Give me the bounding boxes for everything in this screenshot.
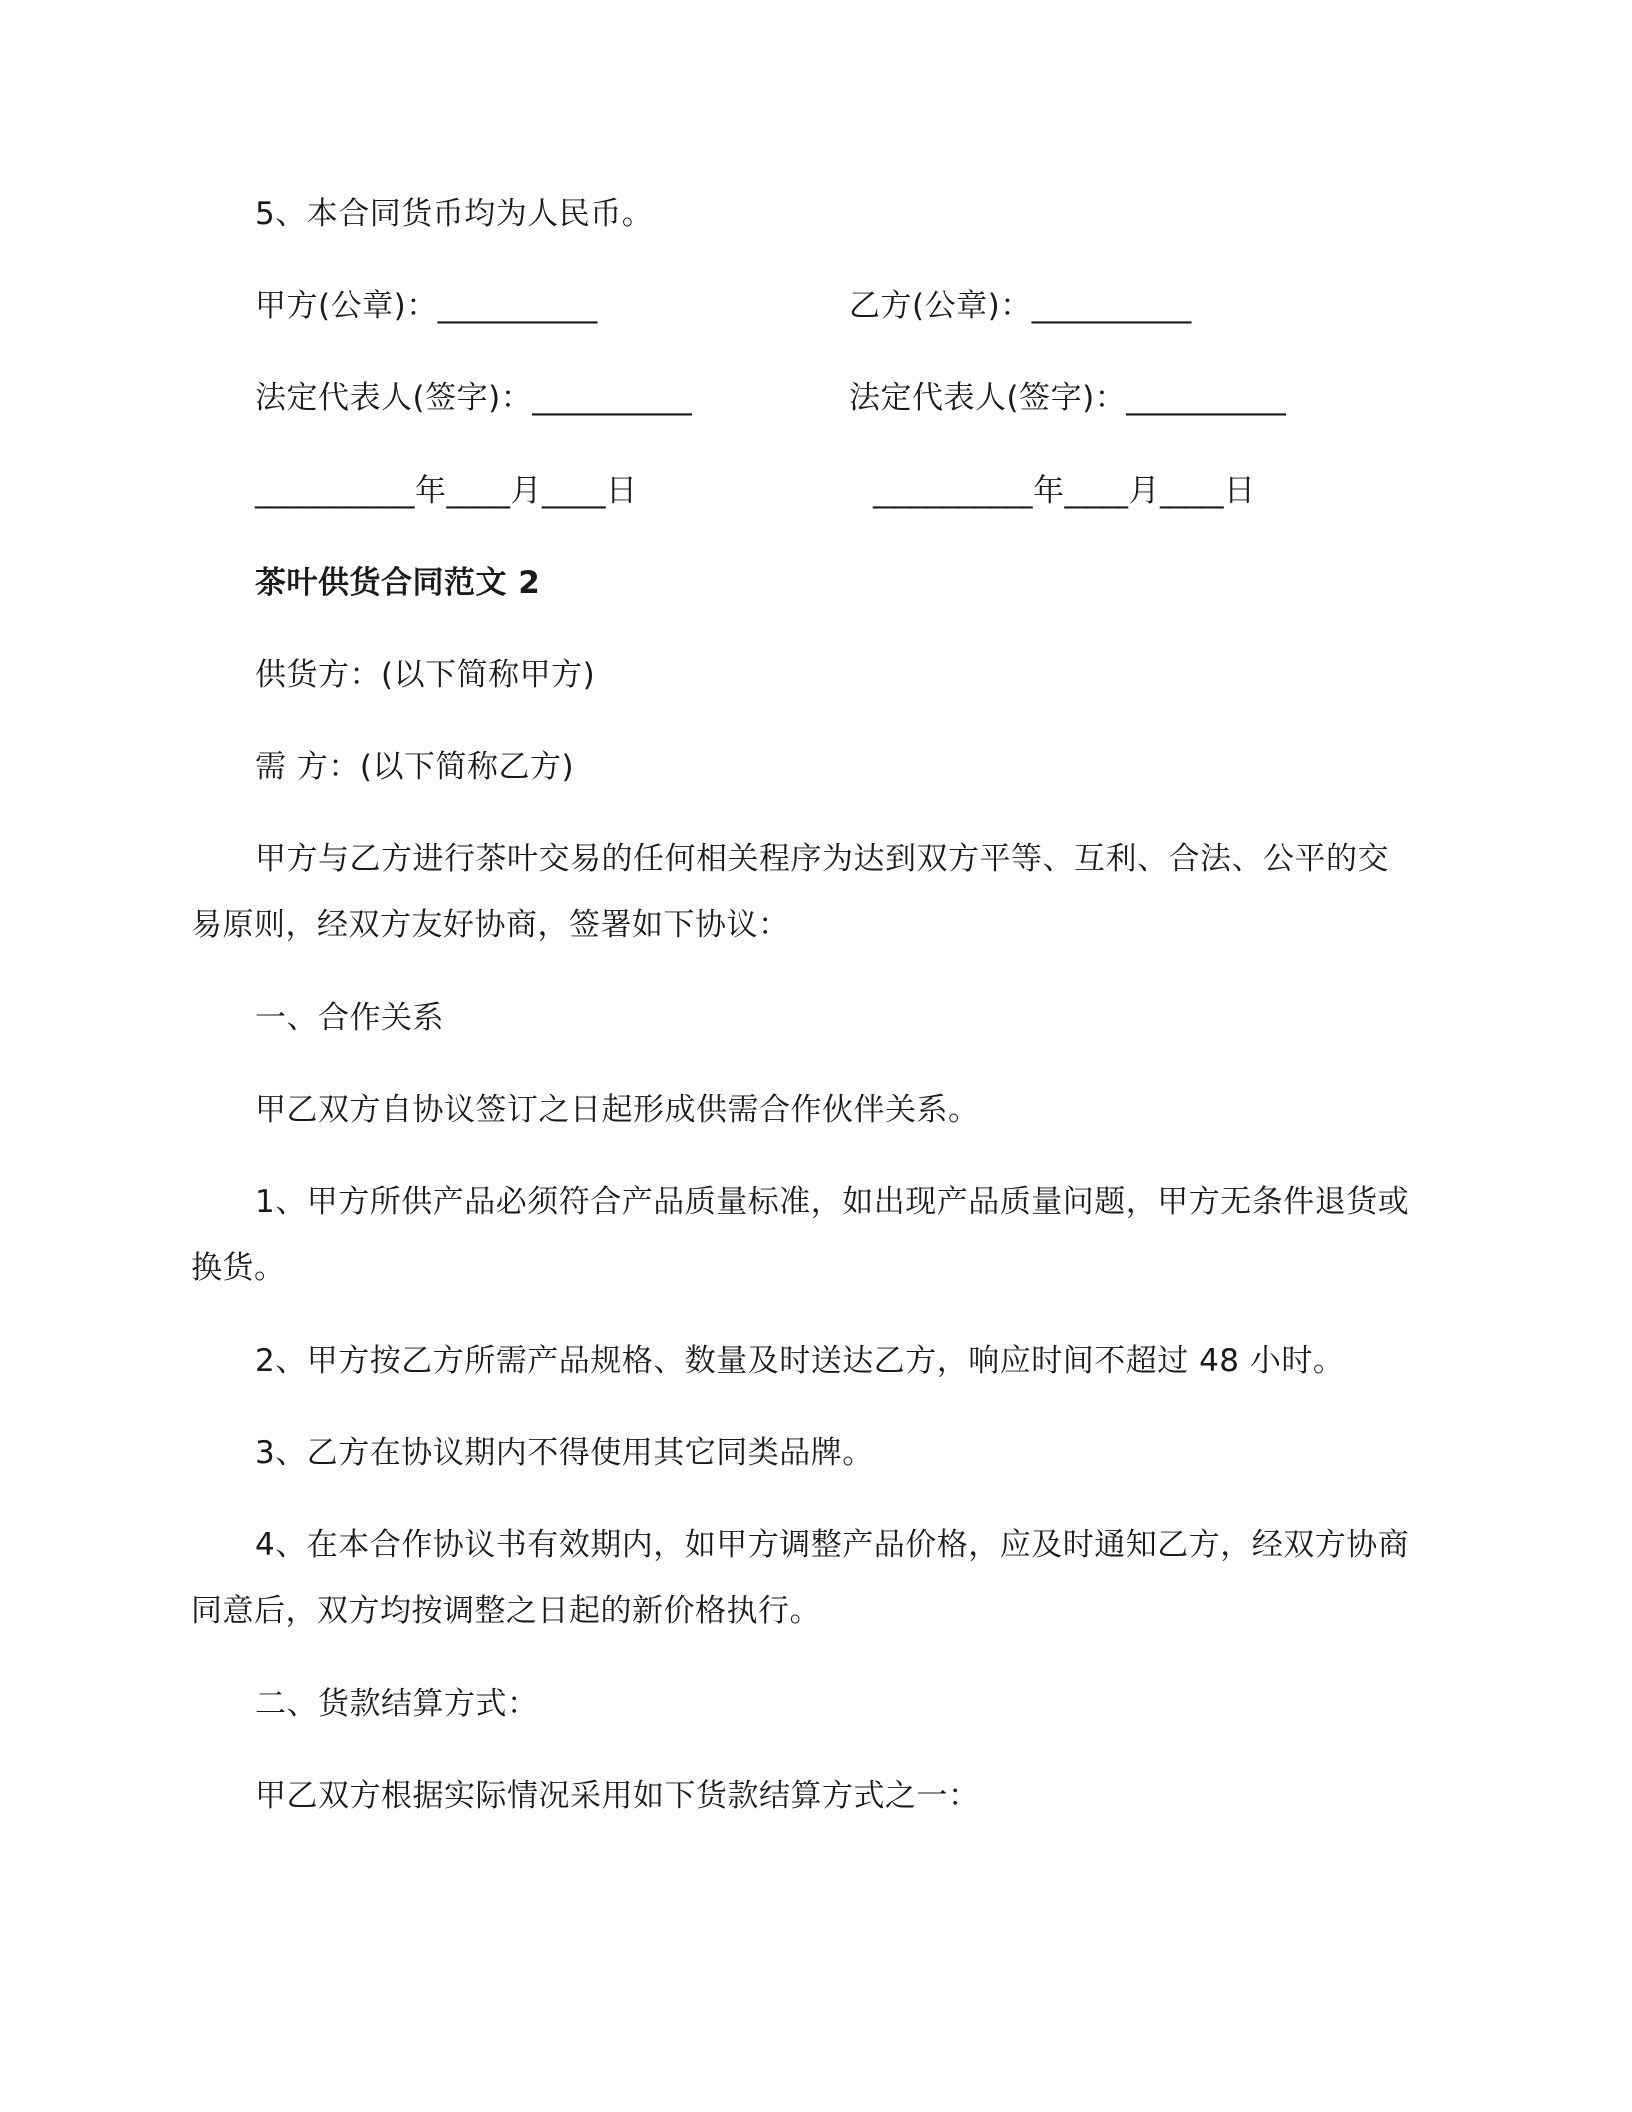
party-a-date: __________年____月____日	[255, 473, 638, 509]
supplier-line: 供货方：(以下简称甲方)	[255, 657, 596, 693]
clause-2: 2、甲方按乙方所需产品规格、数量及时送达乙方，响应时间不超过 48 小时。	[255, 1343, 1345, 1379]
party-b-representative: 法定代表人(签字)：__________	[849, 380, 1287, 416]
heading-settlement: 二、货款结算方式：	[255, 1686, 539, 1722]
intro-line-2: 易原则，经双方友好协商，签署如下协议：	[191, 907, 790, 943]
clause-3: 3、乙方在协议期内不得使用其它同类品牌。	[255, 1435, 874, 1471]
party-b-seal: 乙方(公章)：__________	[849, 288, 1192, 324]
clause-1-line-1: 1、甲方所供产品必须符合产品质量标准，如出现产品质量问题，甲方无条件退货或	[255, 1184, 1410, 1220]
relation-text: 甲乙双方自协议签订之日起形成供需合作伙伴关系。	[255, 1092, 980, 1128]
section-title: 茶叶供货合同范文 2	[255, 565, 541, 601]
clause-currency: 5、本合同货币均为人民币。	[255, 196, 654, 232]
settlement-text: 甲乙双方根据实际情况采用如下货款结算方式之一：	[255, 1778, 980, 1814]
party-b-date: __________年____月____日	[873, 473, 1256, 509]
party-a-representative: 法定代表人(签字)：__________	[255, 380, 693, 416]
clause-4-line-2: 同意后，双方均按调整之日起的新价格执行。	[191, 1593, 821, 1629]
buyer-line: 需 方：(以下简称乙方)	[255, 749, 575, 785]
intro-line-1: 甲方与乙方进行茶叶交易的任何相关程序为达到双方平等、互利、合法、公平的交	[255, 841, 1389, 877]
clause-1-line-2: 换货。	[191, 1250, 286, 1286]
heading-cooperation: 一、合作关系	[255, 1000, 444, 1036]
party-a-seal: 甲方(公章)：__________	[255, 288, 598, 324]
clause-4-line-1: 4、在本合作协议书有效期内，如甲方调整产品价格，应及时通知乙方，经双方协商	[255, 1527, 1410, 1563]
